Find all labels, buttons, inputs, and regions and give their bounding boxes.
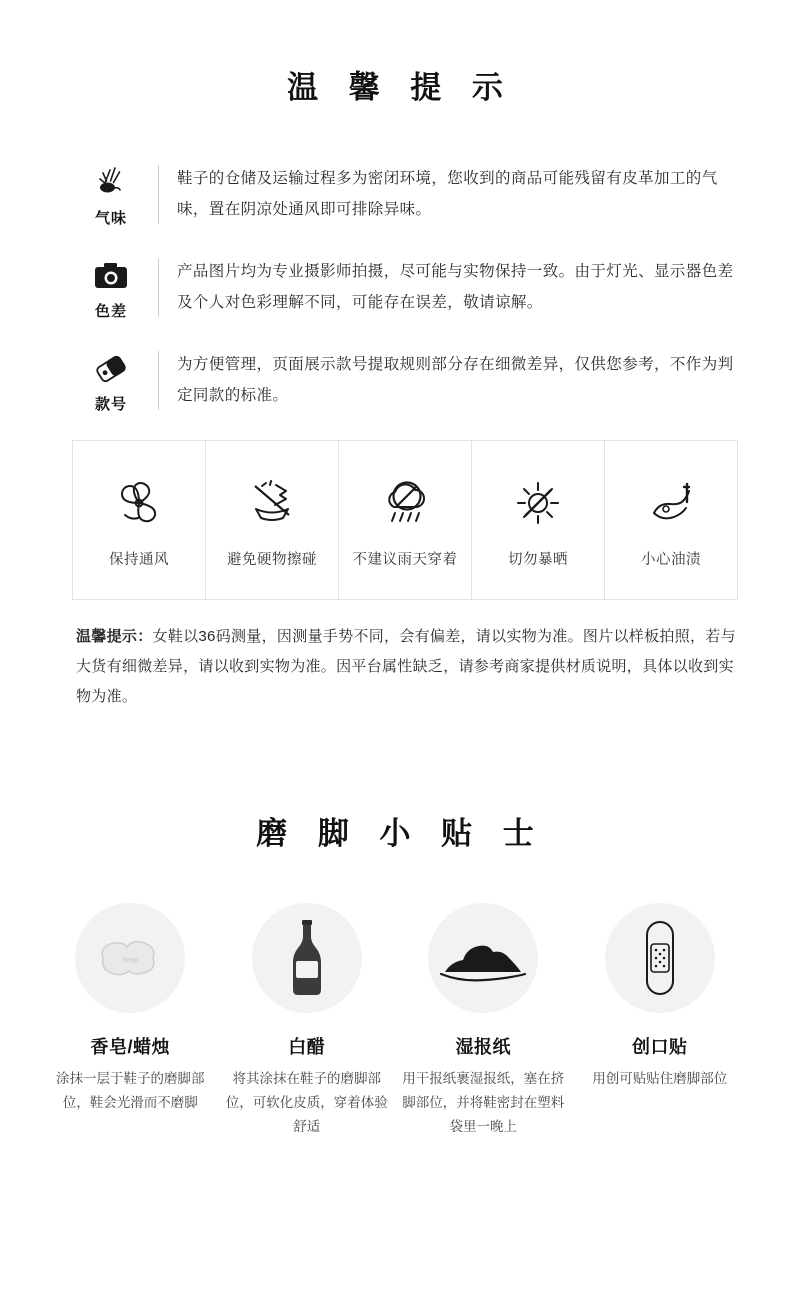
footnote-lead: 温馨提示： bbox=[76, 628, 153, 645]
soap-icon bbox=[91, 929, 169, 987]
blister-label: 湿报纸 bbox=[455, 1037, 511, 1057]
notice-text: 鞋子的仓储及运输过程多为密闭环境，您收到的商品可能残留有皮革加工的气味，置在阴凉处通风即可排除异味。 bbox=[177, 170, 718, 218]
care-label: 避免硬物擦碰 bbox=[227, 551, 317, 568]
care-label: 小心油渍 bbox=[641, 551, 701, 568]
tag-icon bbox=[91, 349, 131, 389]
notice-list bbox=[0, 161, 790, 414]
blister-icon-circle bbox=[428, 903, 538, 1013]
care-cell bbox=[73, 441, 206, 599]
wet-paper-icon bbox=[437, 930, 529, 986]
blister-desc: 用创可贴贴住磨脚部位 bbox=[592, 1071, 728, 1086]
bandaid-icon bbox=[640, 918, 680, 998]
blister-tip bbox=[219, 903, 396, 1139]
care-instruction-grid bbox=[72, 440, 738, 600]
notice-label: 色差 bbox=[94, 303, 127, 320]
care-cell bbox=[472, 441, 605, 599]
blister-label: 创口贴 bbox=[632, 1037, 688, 1057]
divider bbox=[158, 165, 159, 224]
notice-text: 为方便管理，页面展示款号提取规则部分存在细微差异，仅供您参考，不作为判定同款的标准。 bbox=[177, 356, 734, 404]
blister-tips-row bbox=[0, 903, 790, 1139]
care-cell bbox=[339, 441, 472, 599]
page-title-tips: 温 馨 提 示 bbox=[287, 70, 514, 105]
footnote-body: 女鞋以36码测量，因测量手势不同，会有偏差，请以实物为准。图片以样板拍照，若与大货有细微差异，请以收到实物为准。因平台属性缺乏，请参考商家提供材质说明，具体以收到实物为准。 bbox=[76, 628, 736, 705]
smell-icon bbox=[92, 163, 130, 203]
blister-desc: 用干报纸裹湿报纸，塞在挤脚部位，并将鞋密封在塑料袋里一晚上 bbox=[402, 1071, 565, 1134]
notice-icon-column bbox=[72, 347, 150, 414]
blister-label: 香皂/蜡烛 bbox=[90, 1037, 170, 1057]
notice-row bbox=[72, 254, 738, 321]
care-label: 切勿暴晒 bbox=[508, 551, 568, 568]
camera-icon bbox=[91, 256, 131, 296]
divider bbox=[158, 258, 159, 317]
no-sun-icon bbox=[510, 472, 566, 534]
blister-desc: 将其涂抹在鞋子的磨脚部位，可软化皮质，穿着体验舒适 bbox=[225, 1071, 388, 1134]
vinegar-bottle-icon bbox=[283, 917, 331, 999]
footnote bbox=[76, 622, 738, 712]
fan-icon bbox=[111, 472, 167, 534]
blister-icon-circle bbox=[605, 903, 715, 1013]
blister-tip bbox=[42, 903, 219, 1139]
notice-row bbox=[72, 161, 738, 228]
notice-text: 产品图片均为专业摄影师拍摄，尽可能与实物保持一致。由于灯光、显示器色差及个人对色彩理解不同，可能存在误差，敬请谅解。 bbox=[177, 263, 734, 311]
notice-row bbox=[72, 347, 738, 414]
page-title-blister: 磨 脚 小 贴 士 bbox=[256, 816, 545, 851]
care-label: 不建议雨天穿着 bbox=[352, 551, 458, 568]
blister-tip bbox=[395, 903, 572, 1139]
no-scratch-icon bbox=[244, 472, 300, 534]
svg-text:Soap: Soap bbox=[122, 957, 139, 964]
notice-label: 气味 bbox=[94, 210, 127, 227]
divider bbox=[158, 351, 159, 410]
blister-label: 白醋 bbox=[288, 1037, 326, 1057]
care-label: 保持通风 bbox=[109, 551, 169, 568]
care-cell bbox=[605, 441, 737, 599]
blister-desc: 涂抹一层于鞋子的磨脚部位，鞋会光滑而不磨脚 bbox=[56, 1071, 205, 1110]
care-cell bbox=[206, 441, 339, 599]
notice-icon-column bbox=[72, 254, 150, 321]
notice-icon-column bbox=[72, 161, 150, 228]
notice-label: 款号 bbox=[94, 396, 127, 413]
no-rain-icon bbox=[376, 472, 434, 534]
blister-tip bbox=[572, 903, 749, 1139]
no-oil-icon bbox=[642, 472, 700, 534]
blister-icon-circle bbox=[252, 903, 362, 1013]
blister-icon-circle bbox=[75, 903, 185, 1013]
